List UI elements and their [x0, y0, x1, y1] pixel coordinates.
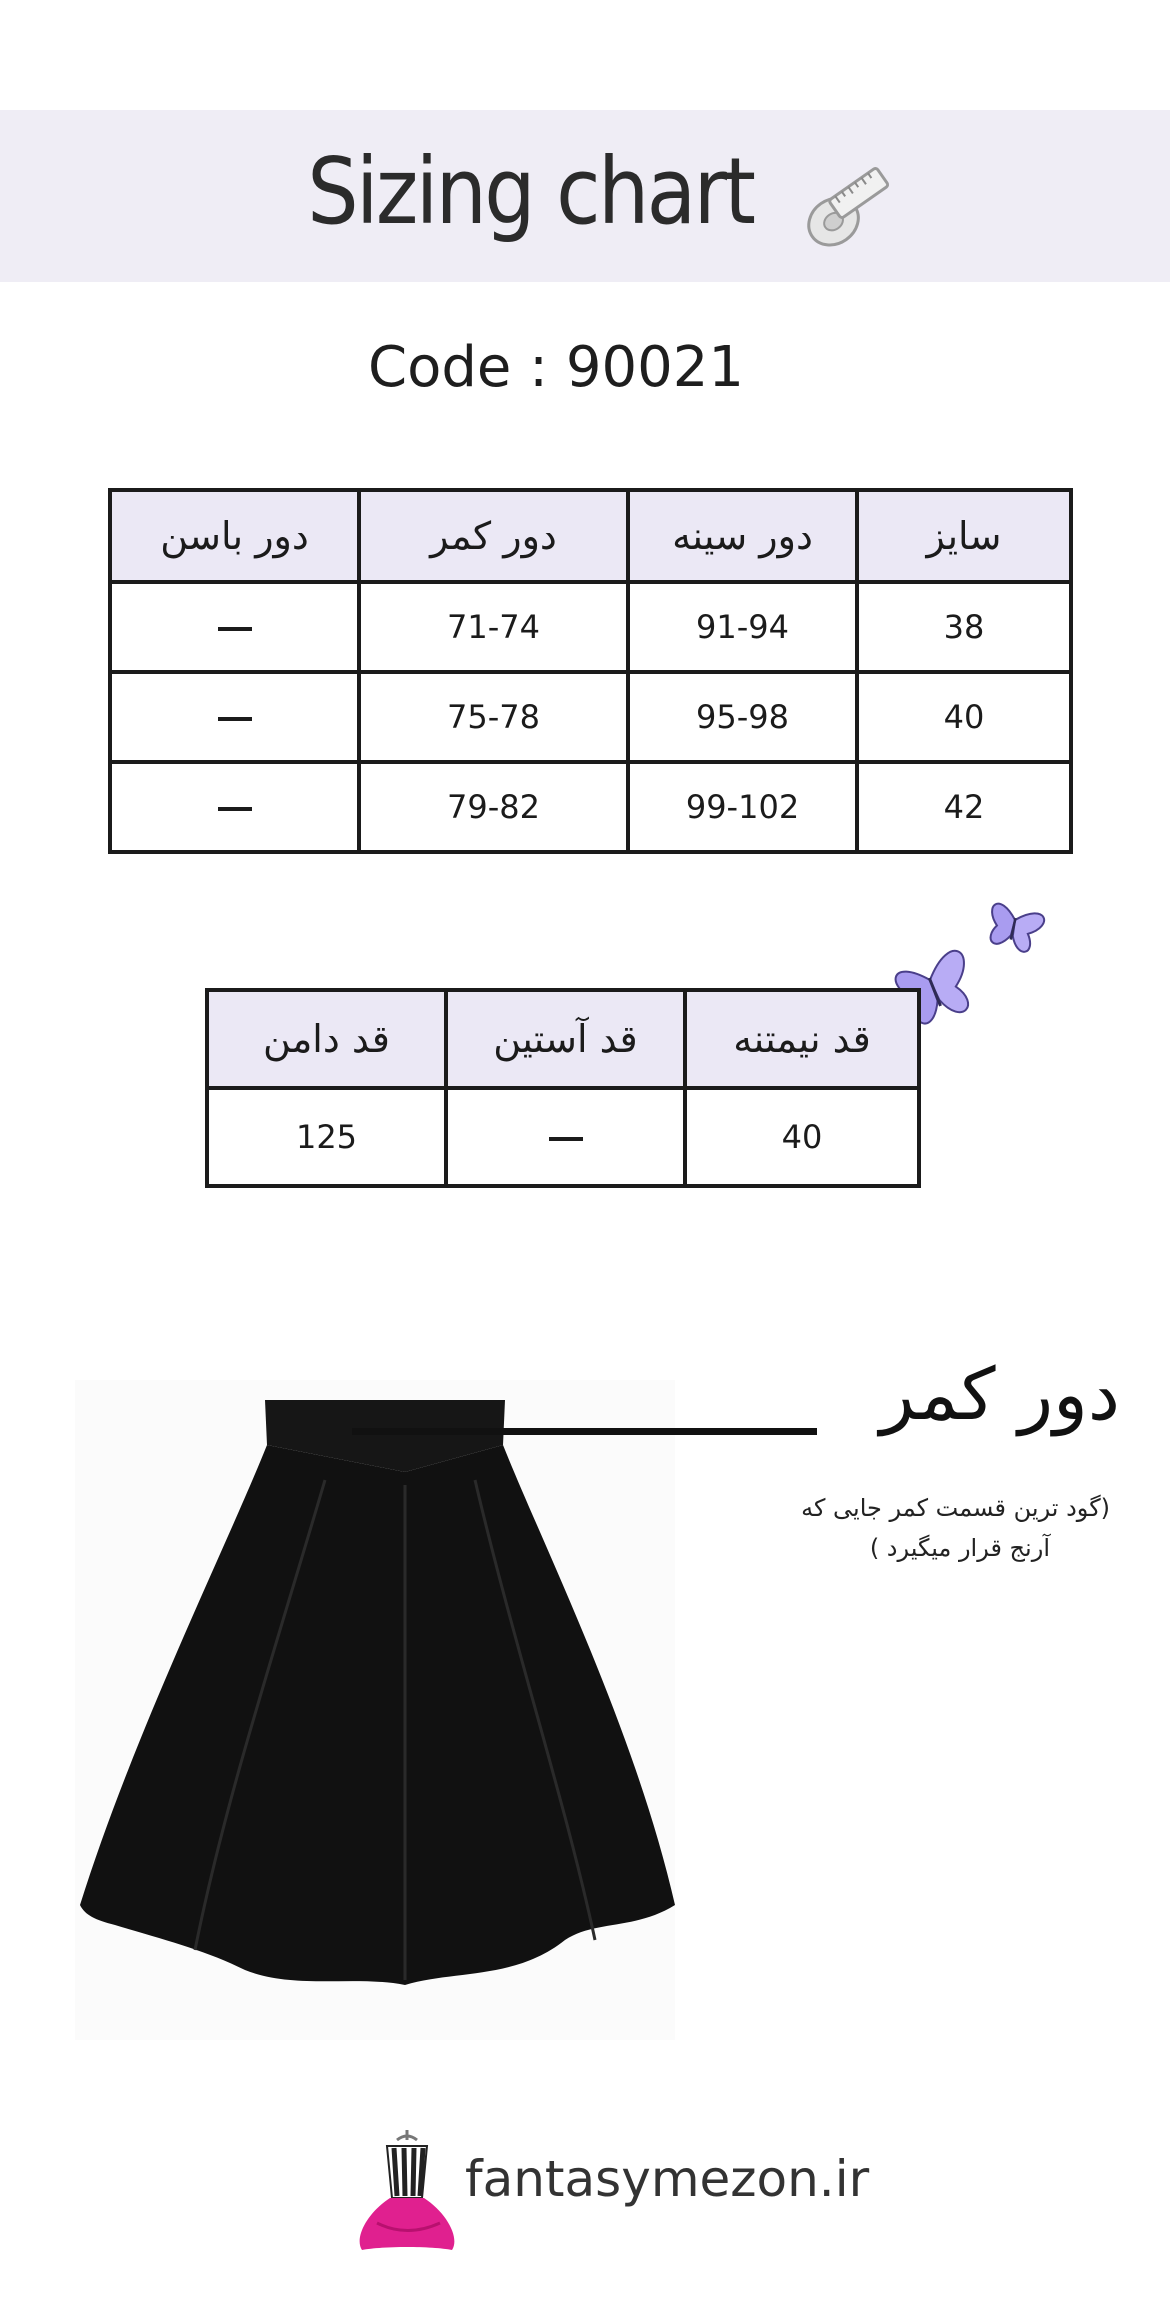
brand-name: fantasymezon.ir [465, 2150, 870, 2208]
measuring-tape-icon [790, 152, 902, 264]
table-header-row [110, 490, 1071, 582]
cell-size: 40 [857, 672, 1071, 762]
cell-chest: 95-98 [628, 672, 857, 762]
waist-note-line: آرنج قرار میگیرد ) [869, 1534, 1050, 1562]
length-table [205, 988, 921, 1188]
table-row [110, 762, 1071, 852]
waist-indicator-line [352, 1428, 817, 1435]
code-value: 90021 [565, 335, 744, 400]
header-waist: دور کمر [359, 490, 628, 582]
waist-label: دور کمر [879, 1352, 1120, 1436]
product-code [0, 335, 1112, 400]
cell-waist: 71-74 [359, 582, 628, 672]
header-size: سایز [857, 490, 1071, 582]
cell-size: 42 [857, 762, 1071, 852]
waist-note-line: (گود ترین قسمت کمر جایی که [801, 1494, 1110, 1522]
cell-waist: 75-78 [359, 672, 628, 762]
cell-skirt-length: 125 [207, 1088, 446, 1186]
page-title: Sizing chart [307, 138, 754, 245]
table-row [110, 672, 1071, 762]
cell-bodice-length: 40 [685, 1088, 919, 1186]
cell-hip [110, 582, 359, 672]
header-skirt-length: قد دامن [207, 990, 446, 1088]
cell-size: 38 [857, 582, 1071, 672]
table-row [110, 582, 1071, 672]
header-bodice-length: قد نیمتنه [685, 990, 919, 1088]
cell-sleeve-length [446, 1088, 685, 1186]
cell-hip [110, 762, 359, 852]
code-label: Code : [368, 335, 549, 400]
table-header-row [207, 990, 919, 1088]
header-hip: دور باسن [110, 490, 359, 582]
cell-hip [110, 672, 359, 762]
brand-logo-icon [352, 2128, 462, 2258]
skirt-illustration [75, 1400, 695, 2000]
header-chest: دور سینه [628, 490, 857, 582]
dash-mark [218, 717, 252, 721]
dash-mark [218, 807, 252, 811]
cell-chest: 99-102 [628, 762, 857, 852]
header-sleeve-length: قد آستین [446, 990, 685, 1088]
dash-mark [218, 627, 252, 631]
size-table [108, 488, 1073, 854]
cell-chest: 91-94 [628, 582, 857, 672]
cell-waist: 79-82 [359, 762, 628, 852]
table-row [207, 1088, 919, 1186]
dash-mark [549, 1137, 583, 1141]
waist-note [760, 1488, 1110, 1568]
